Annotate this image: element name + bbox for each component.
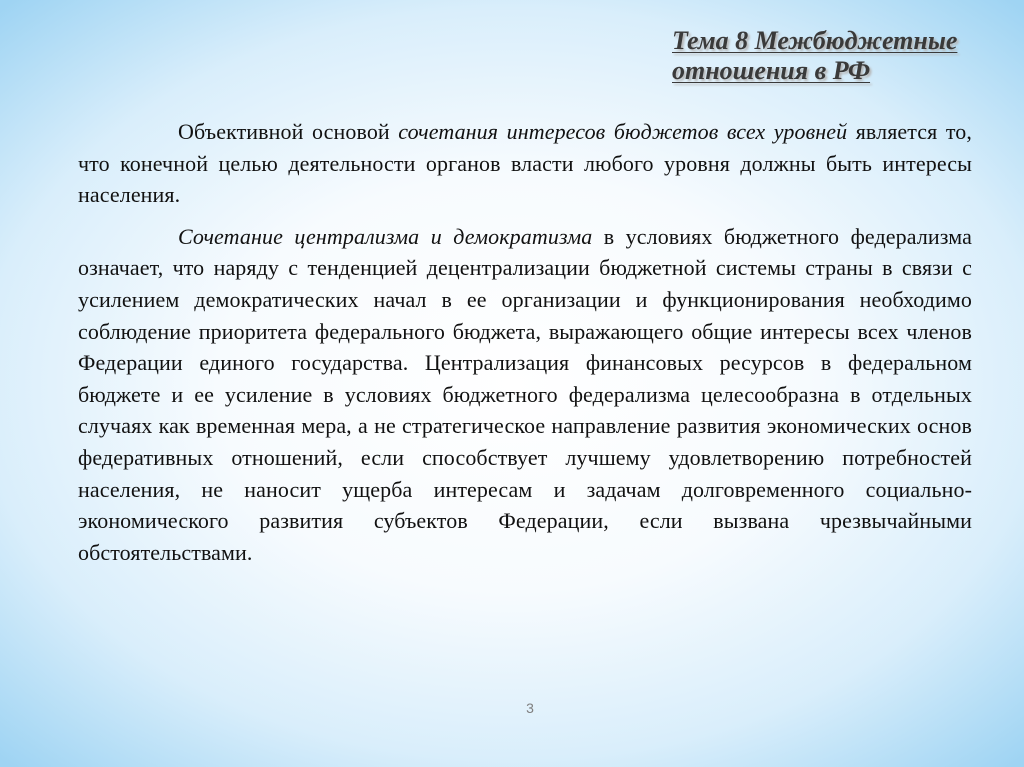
slide-title-line-2: отношения в РФ — [672, 56, 871, 85]
paragraph-1-emphasis: сочетания интересов бюджетов всех уровней — [398, 119, 848, 144]
paragraph-2 — [78, 221, 972, 569]
slide-title — [672, 26, 1002, 86]
slide-body — [78, 116, 972, 578]
page-number: 3 — [526, 700, 534, 716]
paragraph-2-emphasis: Сочетание централизма и демократизма — [178, 223, 593, 249]
slide-title-line-1: Тема 8 Межбюджетные — [672, 26, 958, 55]
paragraph-2-after: в условиях бюджетного федерализма означает, что наряду с тенденцией децентрализации бюджетной системы страны в связи с усилением демократических начал в ее организации и функционирования необходимо соблюдение приоритета федерального бюджета, выражающего общие интересы всех членов Федерации единого государства. Централизация финансовых ресурсов в федеральном бюджете и ее усиление в условиях бюджетного федерализма целесообразна в отдельных случаях как временная мера, а не стратегическое направление развития экономических основ федеративных отношений, если способствует лучшему удовлетворению потребностей населения, не наносит ущерба интересам и задачам долговременного социально-экономического развития субъектов Федерации, если вызвана чрезвычайными обстоятельствами. — [78, 223, 972, 565]
paragraph-1-before: Объективной основой — [178, 119, 399, 144]
paragraph-1-after: является то, что конечной целью деятельности органов власти любого уровня должны быть интересы населения. — [78, 119, 972, 208]
paragraph-1 — [78, 116, 972, 211]
